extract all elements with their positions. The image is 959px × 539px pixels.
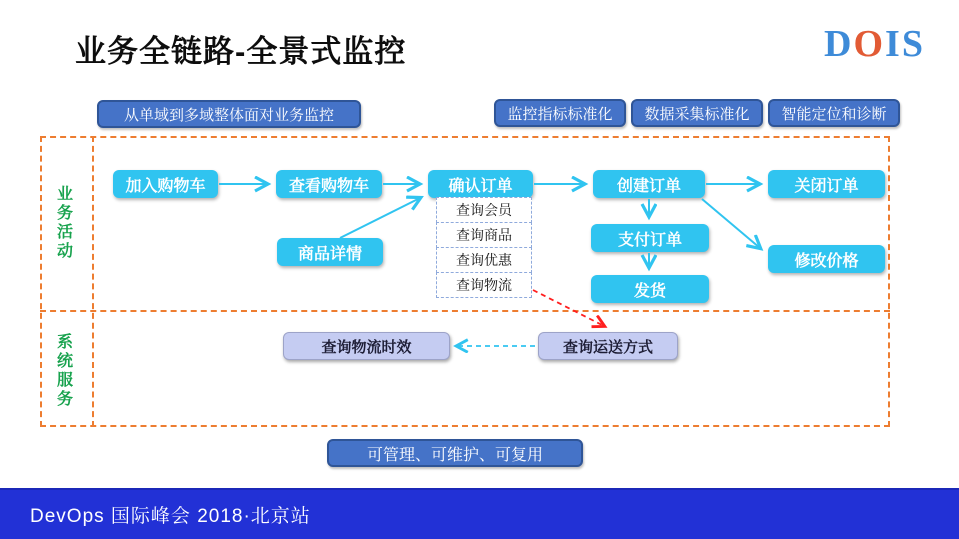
flow-node-modify-price: 修改价格: [768, 245, 885, 273]
flow-node-product-detail: 商品详情: [277, 238, 383, 266]
pill-metric-standardization: 监控指标标准化: [494, 99, 626, 127]
page-title: 业务全链路-全景式监控: [75, 34, 407, 69]
flow-node-add-to-cart: 加入购物车: [113, 170, 218, 198]
footer-bar: [0, 488, 959, 539]
flow-node-close-order: 关闭订单: [768, 170, 885, 198]
footer-text: DevOps 国际峰会 2018·北京站: [30, 506, 311, 527]
logo-letter: I: [885, 23, 902, 65]
pill-data-collection-standardization: 数据采集标准化: [631, 99, 763, 127]
logo-letter: S: [901, 23, 925, 65]
flow-node-pay-order: 支付订单: [591, 224, 709, 252]
logo-letter: D: [824, 23, 854, 65]
pill-manageable-maintainable-reusable: 可管理、可维护、可复用: [327, 439, 583, 467]
query-box-product: 查询商品: [436, 222, 532, 248]
logo-letter: O: [853, 23, 886, 65]
confirm-order-query-list: [436, 198, 532, 298]
service-node-shipping-method: 查询运送方式: [538, 332, 678, 360]
pill-scope-statement: 从单域到多域整体面对业务监控: [97, 100, 361, 128]
diagram-label-divider: [92, 136, 94, 427]
pill-intelligent-diagnosis: 智能定位和诊断: [768, 99, 900, 127]
query-box-logistics: 查询物流: [436, 272, 532, 298]
query-box-discount: 查询优惠: [436, 247, 532, 273]
service-node-logistics-time: 查询物流时效: [283, 332, 450, 360]
flow-node-ship: 发货: [591, 275, 709, 303]
flow-node-view-cart: 查看购物车: [276, 170, 382, 198]
flow-node-create-order: 创建订单: [593, 170, 705, 198]
query-box-member: 查询会员: [436, 197, 532, 223]
flow-node-confirm-order: 确认订单: [428, 170, 533, 198]
diagram-row-divider: [40, 310, 890, 312]
row-label-business-activity: 业务活动: [56, 186, 73, 260]
row-label-system-service: 系统服务: [56, 334, 73, 408]
dois-logo: [824, 22, 925, 66]
